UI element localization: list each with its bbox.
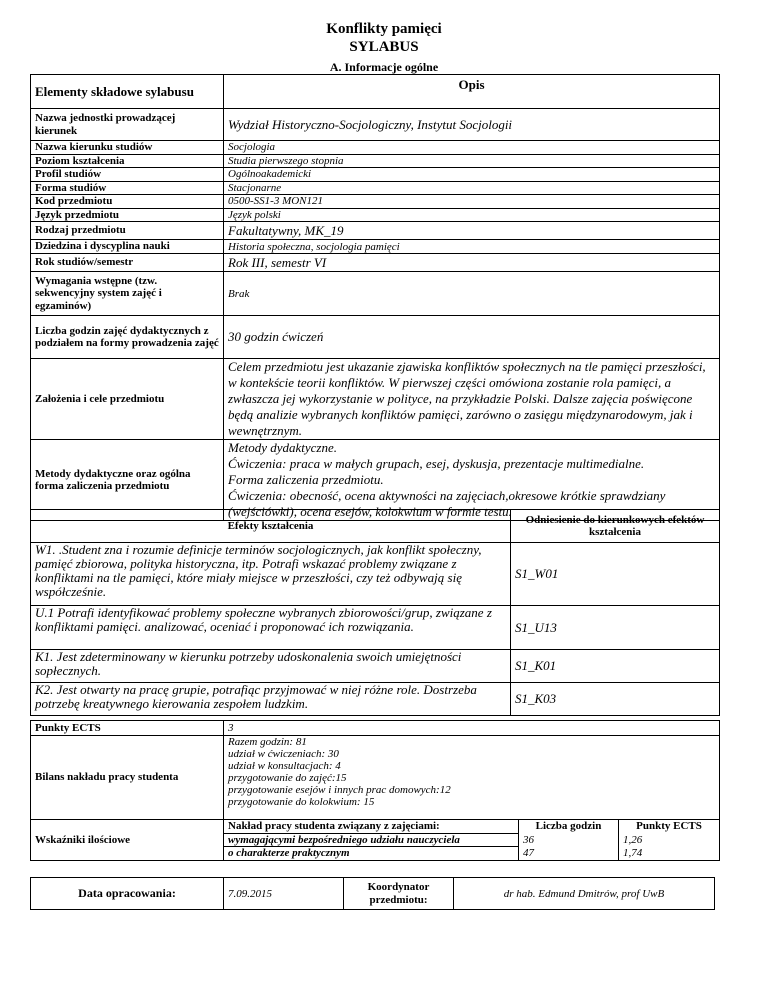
bilans-line: Razem godzin: 81 (228, 736, 307, 748)
date-value: 7.09.2015 (224, 878, 344, 910)
info-value: Język polski (224, 208, 720, 222)
bilans-line: udział w ćwiczeniach: 30 (228, 748, 339, 760)
info-value: Celem przedmiotu jest ukazanie zjawiska konfliktów społecznych na tle pamięci przeszłości, w kontekście teorii konfliktów. W pierwszej części omówiona zostanie rola pamięci, a zwłaszcza jej wykorzystanie w polityce, na przykładzie Polski. Dalsze zajęcia poświęcone będą analizie wybranych konfliktów pamięci, zarówno o zasięgu międzynarodowym, jak i wewnętrznym. (224, 359, 720, 440)
info-label: Rodzaj przedmiotu (31, 222, 224, 240)
info-label: Nazwa jednostki prowadzącej kierunek (31, 109, 224, 141)
info-label: Liczba godzin zajęć dydaktycznych z podziałem na formy prowadzenia zajęć (31, 316, 224, 359)
methods-line: Ćwiczenia: obecność, ocena aktywności na zajęciach,okresowe krótkie sprawdziany (wejściówki), ocena esejów, kolokwium w formie testu. (228, 488, 666, 519)
effect-text: W1. .Student zna i rozumie definicje terminów socjologicznych, jak konflikt społeczny, pamięć zbiorowa, polityka historyczna, itp. Potrafi wskazać problemy związane z konfliktami na tle pamięci, które miały miejsce w przeszłości, czy też odbywają się współcześnie. (31, 543, 511, 606)
info-label: Wymagania wstępne (tzw. sekwencyjny system zajęć i egzaminów) (31, 272, 224, 316)
info-value: 30 godzin ćwiczeń (224, 316, 720, 359)
methods-line: Metody dydaktyczne. (228, 440, 338, 455)
bilans-line: udział w konsultacjach: 4 (228, 760, 341, 772)
info-label: Dziedzina i dyscyplina nauki (31, 240, 224, 254)
points-value: 1,74 (619, 847, 720, 861)
info-col-desc: Opis (224, 75, 720, 109)
info-value: Rok III, semestr VI (224, 254, 720, 272)
effect-ref: S1_W01 (511, 543, 720, 606)
info-label: Metody dydaktyczne oraz ogólna forma zaliczenia przedmiotu (31, 440, 224, 521)
effect-text: U.1 Potrafi identyfikować problemy społeczne wybranych zbiorowości/grup, związane z konfliktami pamięci. analizować, oceniać i proponować ich rozwiązania. (31, 606, 511, 650)
info-table (30, 74, 720, 521)
row-practical-label: o charakterze praktycznym (224, 847, 519, 861)
info-value: Ogólnoakademicki (224, 168, 720, 182)
coordinator-value: dr hab. Edmund Dmitrów, prof UwB (454, 878, 715, 910)
effect-ref: S1_K03 (511, 683, 720, 716)
info-col-label: Elementy składowe sylabusu (31, 75, 224, 109)
bilans-line: przygotowanie esejów i innych prac domowych:12 (228, 784, 451, 796)
info-value: Studia pierwszego stopnia (224, 154, 720, 168)
info-value: Historia społeczna, socjologia pamięci (224, 240, 720, 254)
effects-col-ref: Odniesienie do kierunkowych efektów kształcenia (511, 510, 720, 543)
hours-header: Liczba godzin (519, 820, 619, 834)
points-value: 1,26 (619, 833, 720, 847)
info-value: Fakultatywny, MK_19 (224, 222, 720, 240)
info-label: Rok studiów/semestr (31, 254, 224, 272)
info-label: Nazwa kierunku studiów (31, 141, 224, 155)
document-title: Konflikty pamięci (326, 21, 442, 37)
info-value: Socjologia (224, 141, 720, 155)
wskazniki-label: Wskaźniki ilościowe (31, 820, 224, 861)
hours-value: 36 (519, 833, 619, 847)
info-value: Stacjonarne (224, 181, 720, 195)
date-label: Data opracowania: (31, 878, 224, 910)
methods-line: Forma zaliczenia przedmiotu. (228, 472, 384, 487)
naklad-label: Nakład pracy studenta związany z zajęciami: (224, 820, 519, 834)
bilans-line: przygotowanie do zajęć:15 (228, 772, 347, 784)
ects-table (30, 720, 720, 861)
info-label: Kod przedmiotu (31, 195, 224, 209)
bilans-line: przygotowanie do kolokwium: 15 (228, 796, 375, 808)
info-label: Założenia i cele przedmiotu (31, 359, 224, 440)
info-value: 0500-SS1-3 MON121 (224, 195, 720, 209)
section-heading: A. Informacje ogólne (329, 60, 439, 74)
info-label: Profil studiów (31, 168, 224, 182)
coordinator-label: Koordynator przedmiotu: (344, 878, 454, 910)
effects-col-label: Efekty kształcenia (31, 510, 511, 543)
bilans-label: Bilans nakładu pracy studenta (31, 736, 224, 820)
methods-line: Ćwiczenia: praca w małych grupach, esej, dyskusja, prezentacje multimedialne. (228, 456, 645, 471)
footer-table (30, 877, 715, 910)
effect-ref: S1_K01 (511, 650, 720, 683)
info-value: Wydział Historyczno-Socjologiczny, Instytut Socjologii (224, 109, 720, 141)
row-teacher-label: wymagającymi bezpośredniego udziału nauczyciela (224, 833, 519, 847)
info-label: Język przedmiotu (31, 208, 224, 222)
effect-text: K1. Jest zdeterminowany w kierunku potrzeby udoskonalenia swoich umiejętności sopłecznych. (31, 650, 511, 683)
document-subtitle: SYLABUS (349, 39, 419, 55)
bilans-list (224, 736, 720, 820)
effects-table (30, 509, 720, 716)
ects-label: Punkty ECTS (31, 721, 224, 736)
info-label: Forma studiów (31, 181, 224, 195)
points-header: Punkty ECTS (619, 820, 720, 834)
info-label: Poziom kształcenia (31, 154, 224, 168)
effect-text: K2. Jest otwarty na pracę grupie, potrafiąc przyjmować w niej różne role. Dostrzeba potrzebę kreatywnego kierowania zespołem ludzkim. (31, 683, 511, 716)
hours-value: 47 (519, 847, 619, 861)
ects-value: 3 (224, 721, 720, 736)
effect-ref: S1_U13 (511, 606, 720, 650)
info-value: Brak (224, 272, 720, 316)
